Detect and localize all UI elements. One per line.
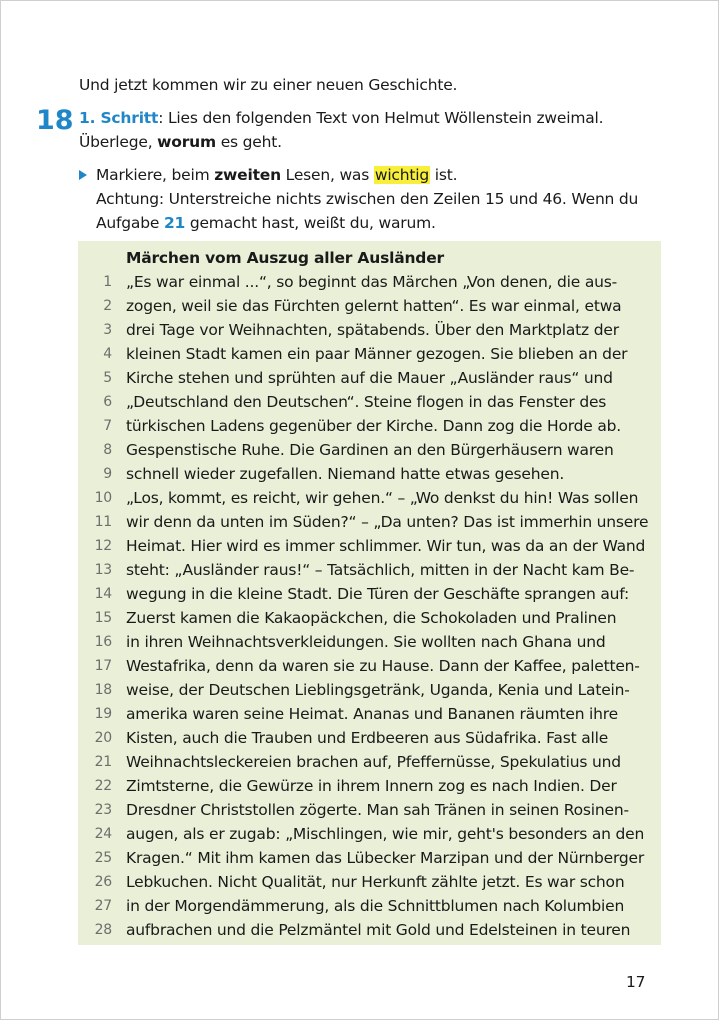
line-text: kleinen Stadt kamen ein paar Männer gezogen. Sie blieben an der (126, 345, 628, 363)
line-number: 10 (94, 490, 112, 506)
line-number: 17 (94, 658, 112, 674)
story-line (78, 894, 661, 918)
task-line-2-bold: worum (157, 133, 216, 151)
instruction-line-1 (96, 163, 638, 187)
story-line (78, 918, 661, 942)
line-text: Heimat. Hier wird es immer schlimmer. Wir tun, was da an der Wand (126, 537, 646, 555)
line-text: amerika waren seine Heimat. Ananas und Bananen räumten ihre (126, 705, 618, 723)
line-text: Kragen.“ Mit ihm kamen das Lübecker Marzipan und der Nürnberger (126, 849, 645, 867)
line-number: 28 (94, 922, 112, 938)
line-text: in der Morgendämmerung, als die Schnittblumen nach Kolumbien (126, 897, 625, 915)
arrow-right-icon (79, 170, 87, 180)
line-number: 13 (94, 562, 112, 578)
intro-sentence: Und jetzt kommen wir zu einer neuen Geschichte. (79, 76, 458, 94)
story-line (78, 702, 661, 726)
story-line (78, 414, 661, 438)
line-text: steht: „Ausländer raus!“ – Tatsächlich, mitten in der Nacht kam Be- (126, 561, 635, 579)
story-line (78, 342, 661, 366)
line-text: augen, als er zugab: „Mischlingen, wie mir, geht's besonders an den (126, 825, 645, 843)
line-number: 4 (103, 346, 112, 362)
instruction-line-3-post: gemacht hast, weißt du, warum. (185, 214, 436, 232)
line-text: in ihren Weihnachtsverkleidungen. Sie wollten nach Ghana und (126, 633, 606, 651)
line-number: 3 (103, 322, 112, 338)
line-number: 6 (103, 394, 112, 410)
line-text: „Deutschland den Deutschen“. Steine flogen in das Fenster des (126, 393, 607, 411)
line-text: Westafrika, denn da waren sie zu Hause. Dann der Kaffee, paletten- (126, 657, 640, 675)
line-text: schnell wieder zugefallen. Niemand hatte etwas gesehen. (126, 465, 565, 483)
line-number: 9 (103, 466, 112, 482)
instruction-line-3 (96, 211, 638, 235)
line-number: 7 (103, 418, 112, 434)
story-line (78, 462, 661, 486)
story-line (78, 774, 661, 798)
story-line (78, 870, 661, 894)
task-reference: 21 (163, 214, 186, 232)
line-text: wegung in die kleine Stadt. Die Türen der Geschäfte sprangen auf: (126, 585, 629, 603)
task-line-2 (79, 130, 603, 154)
story-line (78, 270, 661, 294)
instruction-line-2: Achtung: Unterstreiche nichts zwischen den Zeilen 15 und 46. Wenn du (96, 190, 639, 208)
line-text: zogen, weil sie das Fürchten gelernt hatten“. Es war einmal, etwa (126, 297, 622, 315)
line-text: Lebkuchen. Nicht Qualität, nur Herkunft zählte jetzt. Es war schon (126, 873, 625, 891)
line-number: 21 (94, 754, 112, 770)
line-number: 11 (94, 514, 112, 530)
line-number: 23 (94, 802, 112, 818)
story-line (78, 678, 661, 702)
line-text: Zimtsterne, die Gewürze in ihrem Innern zog es nach Indien. Der (126, 777, 617, 795)
line-text: Weihnachtsleckereien brachen auf, Pfeffernüsse, Spekulatius und (126, 753, 621, 771)
story-line (78, 654, 661, 678)
task-number: 18 (36, 105, 74, 136)
line-number: 25 (94, 850, 112, 866)
story-line (78, 558, 661, 582)
task-line-2-pre: Überlege, (79, 133, 158, 151)
story-line (78, 438, 661, 462)
line-number: 18 (94, 682, 112, 698)
story-line (78, 750, 661, 774)
line-text: aufbrachen und die Pelzmäntel mit Gold und Edelsteinen in teuren (126, 921, 631, 939)
story-line (78, 798, 661, 822)
line-number: 19 (94, 706, 112, 722)
story-line (78, 390, 661, 414)
story-line (78, 846, 661, 870)
line-number: 26 (94, 874, 112, 890)
line-text: Zuerst kamen die Kakaopäckchen, die Schokoladen und Pralinen (126, 609, 617, 627)
story-title: Märchen vom Auszug aller Ausländer (126, 249, 444, 267)
line-number: 27 (94, 898, 112, 914)
story-line (78, 486, 661, 510)
line-text: Kisten, auch die Trauben und Erdbeeren aus Südafrika. Fast alle (126, 729, 609, 747)
instruction-block (79, 163, 638, 235)
highlighted-word: wichtig (374, 166, 429, 184)
story-line (78, 318, 661, 342)
line-number: 1 (103, 274, 112, 290)
line-text: drei Tage vor Weihnachten, spätabends. Über den Marktplatz der (126, 321, 619, 339)
line-text: „Los, kommt, es reicht, wir gehen.“ – „Wo denkst du hin! Was sollen (126, 489, 639, 507)
task-line-1 (79, 106, 603, 130)
story-line (78, 294, 661, 318)
instruction-pre: Markiere, beim (96, 166, 215, 184)
line-text: wir denn da unten im Süden?“ – „Da unten? Das ist immerhin unsere (126, 513, 649, 531)
story-line (78, 822, 661, 846)
story-line (78, 366, 661, 390)
story-line (78, 606, 661, 630)
page-number: 17 (626, 973, 646, 991)
instruction-line-3-pre: Aufgabe (96, 214, 164, 232)
line-text: Gespenstische Ruhe. Die Gardinen an den Bürgerhäusern waren (126, 441, 614, 459)
line-text: Kirche stehen und sprühten auf die Mauer „Ausländer raus“ und (126, 369, 613, 387)
line-text: türkischen Ladens gegenüber der Kirche. Dann zog die Horde ab. (126, 417, 621, 435)
line-number: 15 (94, 610, 112, 626)
line-number: 2 (103, 298, 112, 314)
story-line (78, 534, 661, 558)
line-number: 24 (94, 826, 112, 842)
line-number: 8 (103, 442, 112, 458)
line-number: 5 (103, 370, 112, 386)
step-label: 1. Schritt (79, 109, 159, 127)
instruction-row (79, 163, 638, 235)
task-statement (79, 106, 603, 154)
story-line (78, 630, 661, 654)
instruction-post: ist. (430, 166, 458, 184)
instruction-bold: zweiten (214, 166, 281, 184)
task-line-2-post: es geht. (215, 133, 282, 151)
line-text: Dresdner Christstollen zögerte. Man sah Tränen in seinen Rosinen- (126, 801, 629, 819)
line-number: 16 (94, 634, 112, 650)
line-number: 20 (94, 730, 112, 746)
line-text: „Es war einmal ...“, so beginnt das Märchen „Von denen, die aus- (126, 273, 618, 291)
story-line (78, 582, 661, 606)
instruction-mid: Lesen, was (280, 166, 374, 184)
task-line-1-rest: : Lies den folgenden Text von Helmut Wöllenstein zweimal. (158, 109, 604, 127)
story-line (78, 726, 661, 750)
story-line (78, 510, 661, 534)
line-text: weise, der Deutschen Lieblingsgetränk, Uganda, Kenia und Latein- (126, 681, 630, 699)
line-number: 22 (94, 778, 112, 794)
story-lines (78, 270, 661, 942)
line-number: 12 (94, 538, 112, 554)
line-number: 14 (94, 586, 112, 602)
